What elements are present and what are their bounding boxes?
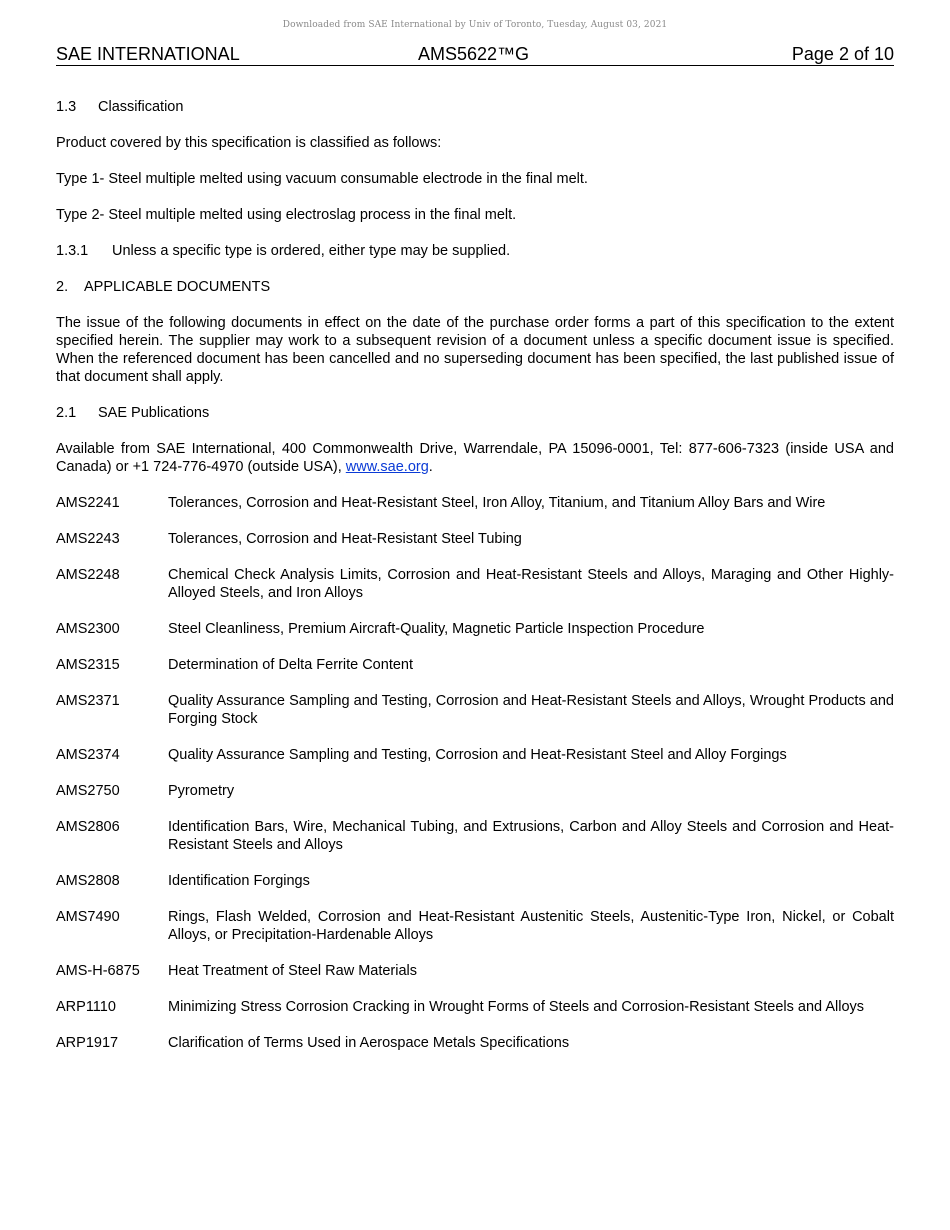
reference-code: ARP1917 [56, 1035, 119, 1051]
reference-code: AMS-H-6875 [56, 963, 140, 979]
reference-title: Steel Cleanliness, Premium Aircraft-Quality, Magnetic Particle Inspection Procedure [168, 621, 705, 637]
reference-title: Rings, Flash Welded, Corrosion and Heat-Resistant Austenitic Steels, Austenitic-Type Iron, Nickel, or Cobalt Alloys, or Precipitation-Hardenable Alloys [168, 909, 894, 943]
section-number: 2. [56, 279, 69, 295]
reference-title: Heat Treatment of Steel Raw Materials [168, 963, 418, 979]
reference-item [56, 746, 894, 764]
reference-item [56, 998, 894, 1016]
type-1-definition: Type 1- Steel multiple melted using vacuum consumable electrode in the final melt. [56, 171, 588, 187]
reference-title: Quality Assurance Sampling and Testing, Corrosion and Heat-Resistant Steel and Alloy Forgings [168, 747, 787, 763]
header-organization: SAE INTERNATIONAL [56, 44, 240, 64]
reference-code: AMS2241 [56, 495, 120, 511]
reference-title: Quality Assurance Sampling and Testing, Corrosion and Heat-Resistant Steels and Alloys, Wrought Products and Forging Stock [168, 693, 894, 727]
section-number: 1.3.1 [56, 243, 89, 259]
reference-item [56, 818, 894, 854]
reference-code: AMS2750 [56, 783, 120, 799]
availability-end: . [428, 459, 433, 475]
sae-availability-text [56, 440, 894, 476]
reference-title: Minimizing Stress Corrosion Cracking in Wrought Forms of Steels and Corrosion-Resistant Steels and Alloys [168, 999, 865, 1015]
reference-title: Pyrometry [168, 783, 235, 799]
reference-item [56, 782, 894, 800]
reference-title: Chemical Check Analysis Limits, Corrosion and Heat-Resistant Steels and Alloys, Maraging and Other Highly-Alloyed Steels, and Iron Alloys [168, 567, 894, 601]
reference-item [56, 566, 894, 602]
reference-code: AMS2248 [56, 567, 120, 583]
reference-item [56, 908, 894, 944]
reference-code: AMS2315 [56, 657, 120, 673]
document-body [56, 98, 894, 1070]
reference-title: Tolerances, Corrosion and Heat-Resistant Steel Tubing [168, 531, 522, 547]
section-1-3-1 [56, 242, 894, 260]
section-2-heading [56, 278, 894, 296]
header-page-number: Page 2 of 10 [791, 44, 894, 64]
type-2-definition: Type 2- Steel multiple melted using electroslag process in the final melt. [56, 207, 517, 223]
reference-code: AMS2808 [56, 873, 120, 889]
reference-title: Identification Forgings [168, 873, 310, 889]
reference-item [56, 692, 894, 728]
reference-item [56, 872, 894, 890]
sae-website-link[interactable]: www.sae.org [345, 459, 429, 475]
reference-code: AMS2806 [56, 819, 120, 835]
reference-code: AMS2300 [56, 621, 120, 637]
reference-code: AMS2374 [56, 747, 120, 763]
section-title: APPLICABLE DOCUMENTS [84, 279, 271, 295]
reference-list [56, 494, 894, 1052]
section-title: Classification [98, 99, 184, 115]
classification-intro: Product covered by this specification is classified as follows: [56, 135, 442, 151]
reference-title: Tolerances, Corrosion and Heat-Resistant Steel, Iron Alloy, Titanium, and Titanium Alloy Bars and Wire [168, 495, 826, 511]
section-1-3-heading [56, 98, 894, 116]
reference-item [56, 530, 894, 548]
reference-item [56, 1034, 894, 1052]
reference-code: AMS7490 [56, 909, 120, 925]
applicable-documents-text: The issue of the following documents in effect on the date of the purchase order forms a part of this specification to the extent specified herein. The supplier may work to a subsequent revision of a document unless a specific document issue is specified. When the referenced document has been cancelled and no superseding document has been specified, the last published issue of that document shall apply. [56, 315, 894, 385]
download-watermark: Downloaded from SAE International by Univ of Toronto, Tuesday, August 03, 2021 [282, 20, 668, 30]
section-number: 2.1 [56, 405, 77, 421]
reference-code: ARP1110 [56, 999, 116, 1015]
page-header [56, 44, 894, 66]
section-2-1-heading [56, 404, 894, 422]
reference-title: Identification Bars, Wire, Mechanical Tubing, and Extrusions, Carbon and Alloy Steels and Corrosion and Heat-Resistant Steels and Alloys [168, 819, 894, 853]
availability-text: Available from SAE International, 400 Commonwealth Drive, Warrendale, PA 15096-0001, Tel: 877-606-7323 (inside USA and Canada) or +1 724-776-4970 (outside USA), [56, 441, 894, 475]
section-text: Unless a specific type is ordered, either type may be supplied. [112, 243, 511, 259]
reference-code: AMS2243 [56, 531, 120, 547]
reference-item [56, 494, 894, 512]
reference-item [56, 962, 894, 980]
reference-title: Determination of Delta Ferrite Content [168, 657, 413, 673]
reference-item [56, 656, 894, 674]
section-title: SAE Publications [98, 405, 210, 421]
reference-code: AMS2371 [56, 693, 120, 709]
header-document-id: AMS5622™G [418, 44, 530, 64]
reference-item [56, 620, 894, 638]
reference-title: Clarification of Terms Used in Aerospace Metals Specifications [168, 1035, 570, 1051]
section-number: 1.3 [56, 99, 77, 115]
